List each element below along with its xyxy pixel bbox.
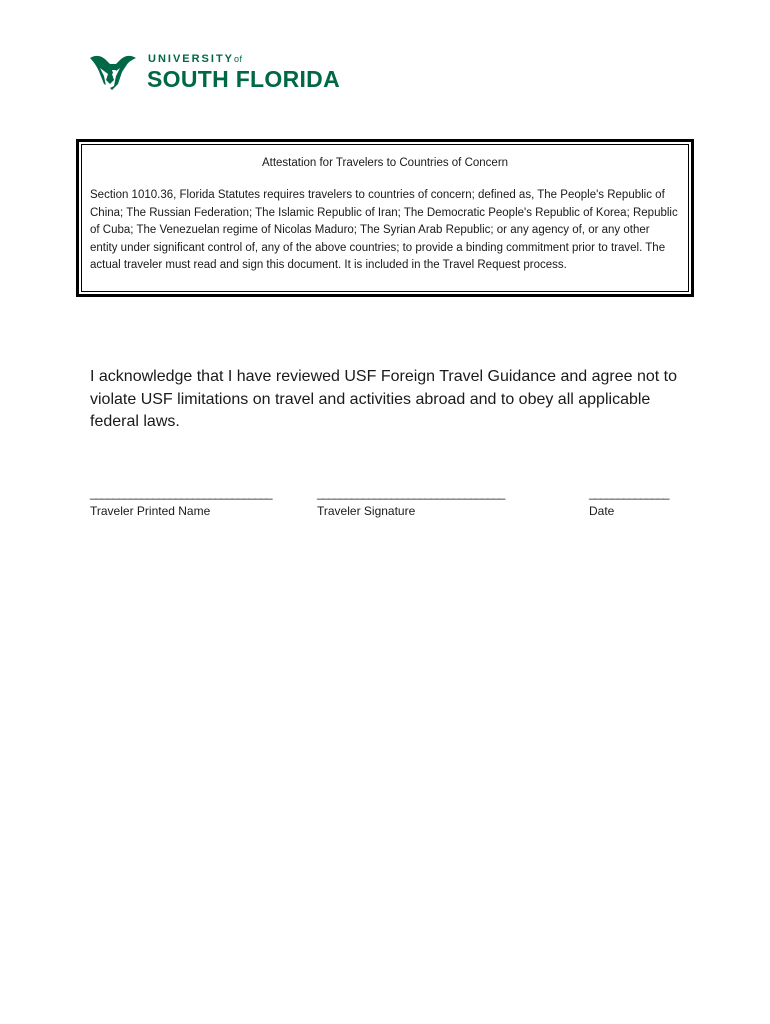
- attestation-title: Attestation for Travelers to Countries of Concern: [261, 157, 509, 169]
- signature-field[interactable]: [317, 485, 504, 519]
- usf-logo: [86, 50, 340, 96]
- attestation-notice-inner: [81, 144, 689, 292]
- date-line[interactable]: ______________: [589, 486, 669, 500]
- date-label: Date: [589, 504, 615, 518]
- attestation-body: Section 1010.36, Florida Statutes requires travelers to countries of concern; defined as, The People's Republic of China; The Russian Federation; The Islamic Republic of Iran; The Democratic People's Republic of Korea; Republic of Cuba; The Venezuelan regime of Nicolas Maduro; The Syrian Arab Republic; or any agency of, or any other entity under significant control of, any of the above countries; to provide a binding commitment prior to travel. The actual traveler must read and sign this document. It is included in the Travel Request process.: [90, 189, 678, 272]
- logo-south-florida-text: SOUTH FLORIDA: [147, 66, 340, 92]
- logo-university-text: UNIVERSITY: [148, 53, 235, 65]
- date-field[interactable]: [589, 485, 668, 519]
- signature-label: Traveler Signature: [317, 504, 416, 518]
- printed-name-field[interactable]: [90, 485, 272, 519]
- logo-of-text: of: [234, 54, 243, 64]
- attestation-notice-box: [76, 139, 694, 297]
- acknowledgement-statement: I acknowledge that I have reviewed USF Foreign Travel Guidance and agree not to violate USF limitations on travel and activities abroad and to obey all applicable federal laws.: [90, 368, 678, 430]
- signature-line[interactable]: _________________________________: [317, 486, 505, 500]
- bull-horns-icon: [86, 50, 140, 92]
- printed-name-label: Traveler Printed Name: [90, 504, 211, 518]
- printed-name-line[interactable]: ________________________________: [90, 486, 272, 500]
